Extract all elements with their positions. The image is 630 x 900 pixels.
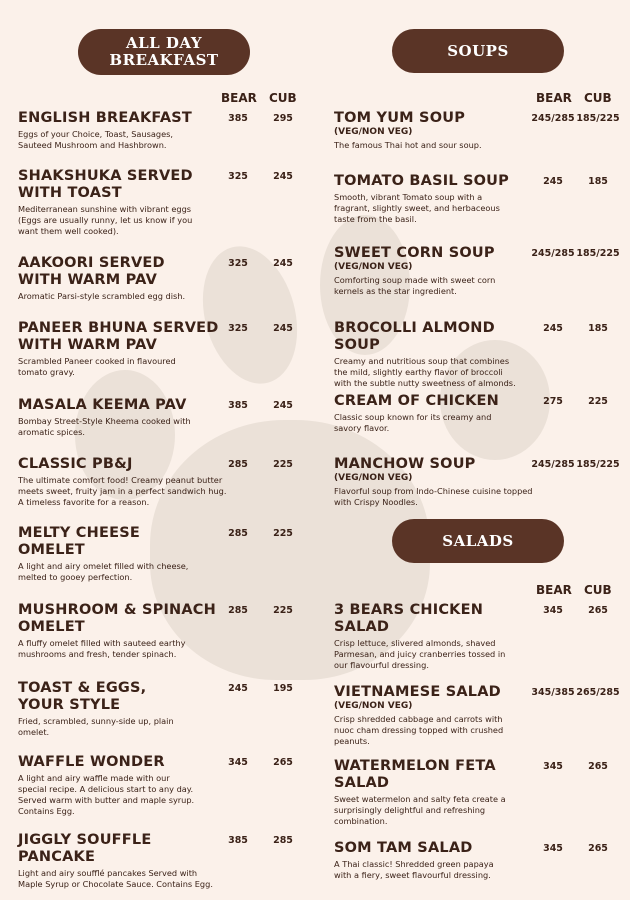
- price-cub: 295: [273, 113, 293, 124]
- item-subtitle: (VEG/NON VEG): [334, 473, 413, 483]
- soups-title: SOUPS: [447, 42, 509, 60]
- menu-item: [18, 525, 228, 583]
- price-bear: 245/285: [531, 248, 575, 259]
- item-name: ENGLISH BREAKFAST: [18, 110, 192, 126]
- price-cub: 225: [273, 605, 293, 616]
- item-name: BROCOLLI ALMOND SOUP: [334, 320, 495, 353]
- item-description: Sweet watermelon and salty feta create a surprisingly delightful and refreshing combination.: [334, 794, 506, 826]
- price-bear: 325: [228, 258, 248, 269]
- item-name: MELTY CHEESE OMELET: [18, 525, 140, 558]
- price-bear: 345: [543, 605, 563, 616]
- price-cub: 285: [273, 835, 293, 846]
- item-description: Crisp lettuce, slivered almonds, shaved Parmesan, and juicy cranberries tossed in our flavourful dressing.: [334, 638, 506, 670]
- breakfast-col-cub: CUB: [269, 91, 297, 105]
- price-cub: 265: [273, 757, 293, 768]
- menu-item: [334, 320, 544, 389]
- price-bear: 345: [543, 843, 563, 854]
- menu-item: [18, 602, 228, 660]
- item-name: TOMATO BASIL SOUP: [334, 173, 509, 189]
- item-description: A fluffy omelet filled with sauteed earthy mushrooms and fresh, tender spinach.: [18, 638, 186, 659]
- item-description: A light and airy waffle made with our special recipe. A delicious start to any day. Served warm with butter and maple syrup. Contains Egg.: [18, 773, 195, 816]
- price-cub: 185/225: [576, 459, 620, 470]
- price-bear: 245: [543, 176, 563, 187]
- item-description: Light and airy soufflé pancakes Served with Maple Syrup or Chocolate Sauce. Contains Egg.: [18, 868, 213, 889]
- item-description: Crisp shredded cabbage and carrots with nuoc cham dressing topped with crushed peanuts.: [334, 714, 504, 746]
- price-cub: 265: [588, 605, 608, 616]
- menu-item: [18, 255, 228, 302]
- menu-item: [18, 168, 228, 237]
- price-cub: 185/225: [576, 113, 620, 124]
- menu-item: [18, 397, 228, 438]
- item-name: CLASSIC PB&J: [18, 456, 133, 472]
- item-description: Creamy and nutritious soup that combines the mild, slightly earthy flavor of broccoli with the subtle nutty sweetness of almonds.: [334, 356, 516, 388]
- salads-header: [392, 519, 564, 563]
- item-description: Smooth, vibrant Tomato soup with a fragrant, slightly sweet, and herbaceous taste from the basil.: [334, 192, 500, 224]
- item-description: The ultimate comfort food! Creamy peanut butter meets sweet, fruity jam in a perfect sandwich hug. A timeless favorite for a reason.: [18, 475, 227, 507]
- price-bear: 285: [228, 605, 248, 616]
- price-bear: 285: [228, 528, 248, 539]
- price-bear: 345: [228, 757, 248, 768]
- soups-header: [392, 29, 564, 73]
- item-description: Mediterranean sunshine with vibrant eggs (Eggs are usually runny, let us know if you want them well cooked).: [18, 204, 193, 236]
- price-cub: 265: [588, 843, 608, 854]
- price-cub: 245: [273, 400, 293, 411]
- menu-item: [334, 173, 544, 225]
- item-name: MANCHOW SOUP: [334, 456, 476, 472]
- menu-item: [334, 758, 544, 827]
- item-subtitle: (VEG/NON VEG): [334, 127, 413, 137]
- price-cub: 225: [273, 459, 293, 470]
- price-cub: 265: [588, 761, 608, 772]
- item-name: VIETNAMESE SALAD: [334, 684, 501, 700]
- menu-item: [334, 456, 544, 508]
- item-name: SOM TAM SALAD: [334, 840, 473, 856]
- item-description: Aromatic Parsi-style scrambled egg dish.: [18, 291, 186, 301]
- item-name: PANEER BHUNA SERVED WITH WARM PAV: [18, 320, 219, 353]
- price-bear: 385: [228, 400, 248, 411]
- price-cub: 225: [588, 396, 608, 407]
- breakfast-col-bear: BEAR: [221, 91, 257, 105]
- item-name: AAKOORI SERVED WITH WARM PAV: [18, 255, 165, 288]
- price-cub: 245: [273, 258, 293, 269]
- salads-title: SALADS: [442, 532, 514, 550]
- price-bear: 245/285: [531, 113, 575, 124]
- item-description: Eggs of your Choice, Toast, Sausages, Sauteed Mushroom and Hashbrown.: [18, 129, 173, 150]
- menu-item: [334, 602, 544, 671]
- price-cub: 265/285: [576, 687, 620, 698]
- price-bear: 325: [228, 323, 248, 334]
- menu-item: [334, 840, 544, 881]
- breakfast-header: [78, 29, 250, 75]
- price-bear: 325: [228, 171, 248, 182]
- salads-col-cub: CUB: [584, 583, 612, 597]
- item-name: TOM YUM SOUP: [334, 110, 466, 126]
- menu-item: [334, 110, 544, 151]
- price-bear: 345: [543, 761, 563, 772]
- menu-item: [334, 393, 544, 434]
- item-description: Scrambled Paneer cooked in flavoured tomato gravy.: [18, 356, 176, 377]
- price-cub: 245: [273, 171, 293, 182]
- menu-item: [18, 832, 228, 890]
- item-description: A Thai classic! Shredded green papaya with a fiery, sweet flavourful dressing.: [334, 859, 494, 880]
- price-cub: 225: [273, 528, 293, 539]
- price-bear: 275: [543, 396, 563, 407]
- item-subtitle: (VEG/NON VEG): [334, 701, 413, 711]
- item-name: 3 BEARS CHICKEN SALAD: [334, 602, 484, 635]
- price-cub: 185: [588, 176, 608, 187]
- item-description: The famous Thai hot and sour soup.: [334, 140, 482, 150]
- salads-col-bear: BEAR: [536, 583, 572, 597]
- menu-item: [18, 754, 228, 817]
- price-bear: 245: [543, 323, 563, 334]
- menu-item: [334, 684, 544, 747]
- breakfast-title-line2: BREAKFAST: [109, 51, 219, 69]
- item-description: Classic soup known for its creamy and savory flavor.: [334, 412, 492, 433]
- menu-item: [18, 320, 228, 378]
- price-bear: 385: [228, 113, 248, 124]
- item-name: CREAM OF CHICKEN: [334, 393, 499, 409]
- menu-item: [334, 245, 544, 297]
- soups-col-bear: BEAR: [536, 91, 572, 105]
- item-name: TOAST & EGGS, YOUR STYLE: [18, 680, 147, 713]
- item-name: SWEET CORN SOUP: [334, 245, 495, 261]
- item-name: WATERMELON FETA SALAD: [334, 758, 496, 791]
- item-description: A light and airy omelet filled with cheese, melted to gooey perfection.: [18, 561, 189, 582]
- item-description: Flavorful soup from Indo-Chinese cuisine topped with Crispy Noodles.: [334, 486, 533, 507]
- item-description: Comforting soup made with sweet corn kernels as the star ingredient.: [334, 275, 496, 296]
- price-bear: 245: [228, 683, 248, 694]
- item-description: Bombay Street-Style Kheema cooked with aromatic spices.: [18, 416, 191, 437]
- price-bear: 385: [228, 835, 248, 846]
- price-cub: 185/225: [576, 248, 620, 259]
- item-name: SHAKSHUKA SERVED WITH TOAST: [18, 168, 193, 201]
- menu-item: [18, 110, 228, 151]
- menu-item: [18, 456, 228, 508]
- price-cub: 245: [273, 323, 293, 334]
- item-name: MUSHROOM & SPINACH OMELET: [18, 602, 216, 635]
- item-name: WAFFLE WONDER: [18, 754, 165, 770]
- price-bear: 245/285: [531, 459, 575, 470]
- price-cub: 185: [588, 323, 608, 334]
- item-name: JIGGLY SOUFFLE PANCAKE: [18, 832, 152, 865]
- soups-col-cub: CUB: [584, 91, 612, 105]
- price-bear: 345/385: [531, 687, 575, 698]
- menu-item: [18, 680, 228, 738]
- item-description: Fried, scrambled, sunny-side up, plain omelet.: [18, 716, 174, 737]
- item-name: MASALA KEEMA PAV: [18, 397, 187, 413]
- price-cub: 195: [273, 683, 293, 694]
- item-subtitle: (VEG/NON VEG): [334, 262, 413, 272]
- price-bear: 285: [228, 459, 248, 470]
- breakfast-title-line1: ALL DAY: [125, 34, 203, 52]
